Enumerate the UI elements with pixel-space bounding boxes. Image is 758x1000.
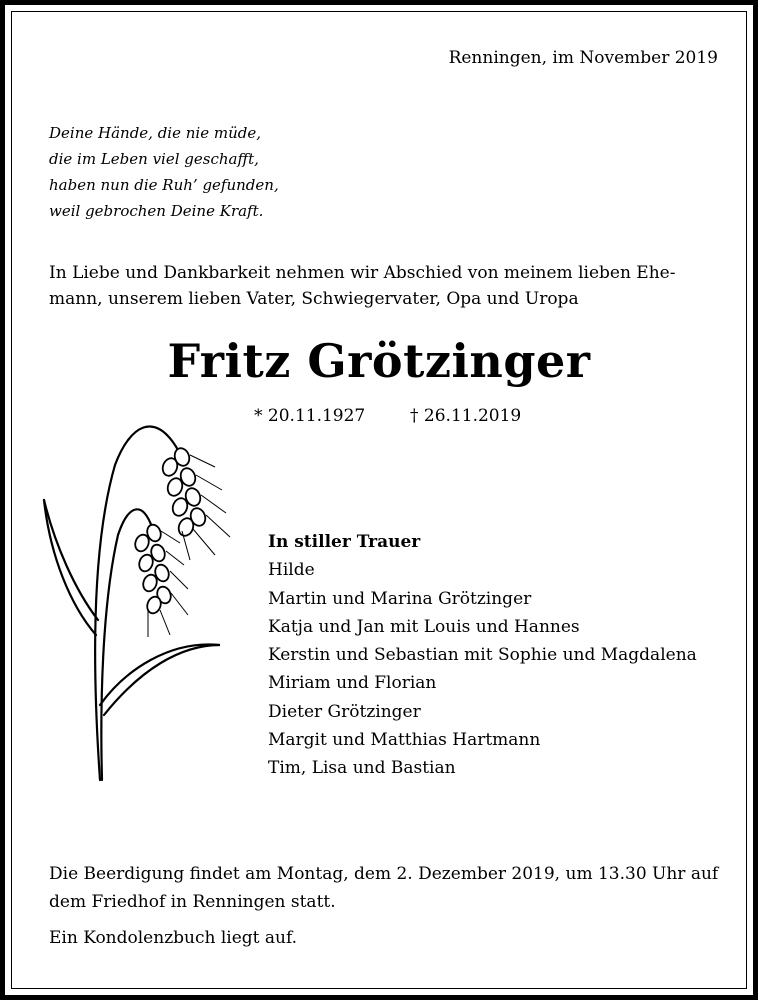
mourner-name: Tim, Lisa und Bastian: [268, 758, 456, 779]
mourner-name: Hilde: [268, 560, 315, 581]
condolence-note: Ein Kondolenzbuch liegt auf.: [49, 928, 298, 948]
funeral-line: Die Beerdigung findet am Montag, dem 2. Dezember 2019, um 13.30 Uhr auf: [49, 864, 719, 884]
funeral-line: dem Friedhof in Renningen statt.: [49, 892, 336, 912]
mourner-name: Kerstin und Sebastian mit Sophie und Magdalena: [268, 645, 697, 666]
poem: [49, 120, 279, 224]
intro-line: In Liebe und Dankbarkeit nehmen wir Abschied von meinem lieben Ehe-: [49, 263, 676, 283]
poem-line: die im Leben viel geschafft,: [49, 150, 259, 168]
poem-line: Deine Hände, die nie müde,: [49, 124, 261, 142]
poem-line: weil gebrochen Deine Kraft.: [49, 202, 264, 220]
place-date: Renningen, im November 2019: [448, 48, 718, 68]
mourner-name: Dieter Grötzinger: [268, 701, 421, 722]
intro-line: mann, unserem lieben Vater, Schwiegervater, Opa und Uropa: [49, 289, 579, 309]
birth-date: * 20.11.1927: [254, 406, 366, 426]
mourner-name: Martin und Marina Grötzinger: [268, 588, 532, 609]
wheat-ears-icon: [30, 405, 260, 790]
deceased-name: Fritz Grötzinger: [167, 334, 591, 388]
mourner-name: Miriam und Florian: [268, 673, 437, 694]
mourner-name: Katja und Jan mit Louis und Hannes: [268, 616, 580, 637]
intro-text: [49, 260, 689, 312]
funeral-info: [49, 860, 718, 916]
mourners-list: [268, 528, 697, 783]
mourner-name: Margit und Matthias Hartmann: [268, 730, 541, 751]
mourners-heading: In stiller Trauer: [268, 532, 421, 552]
poem-line: haben nun die Ruh’ gefunden,: [49, 176, 279, 194]
death-date: † 26.11.2019: [410, 406, 522, 426]
